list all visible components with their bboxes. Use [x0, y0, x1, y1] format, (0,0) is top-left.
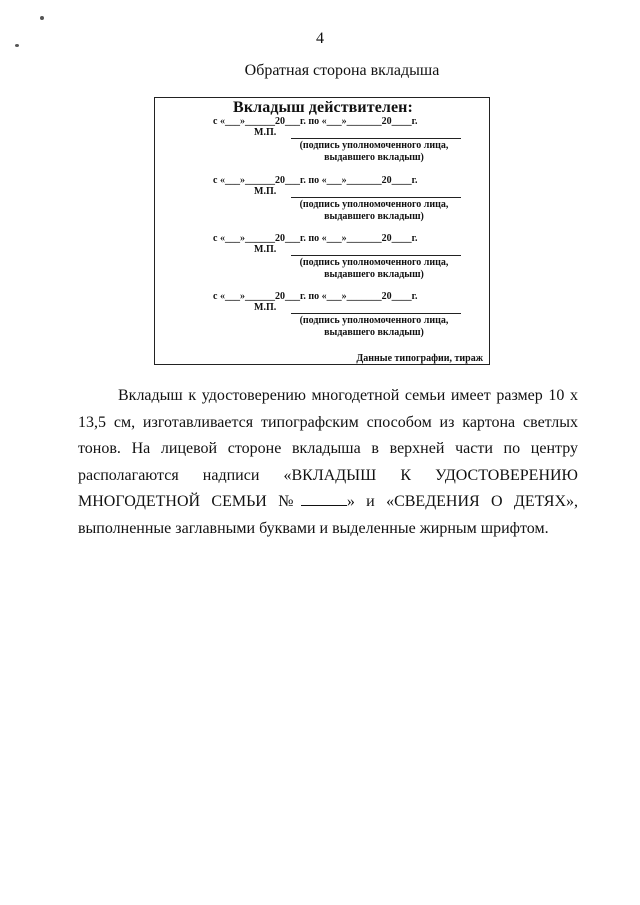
page-number: 4	[316, 30, 324, 47]
signature-line	[291, 313, 461, 314]
stamp-label: М.П.	[254, 302, 277, 313]
signature-caption-line1: (подпись уполномоченного лица,	[299, 140, 449, 151]
signature-caption-line1: (подпись уполномоченного лица,	[299, 257, 449, 268]
signature-line	[291, 255, 461, 256]
signature-caption	[279, 315, 469, 339]
signature-caption	[279, 199, 469, 223]
stamp-label: М.П.	[254, 244, 277, 255]
description-text-part2: » и «СВЕДЕНИЯ О ДЕТЯХ», выполненные заглавными буквами и выделенные жирным шрифтом.	[78, 493, 579, 537]
validity-entry-1	[155, 116, 491, 174]
signature-caption-line2: выдавшего вкладыш)	[324, 269, 424, 280]
signature-caption	[279, 257, 469, 281]
signature-caption-line1: (подпись уполномоченного лица,	[299, 199, 449, 210]
scan-speck	[40, 16, 44, 20]
validity-date-line: с «___»______20___г. по «___»_______20____г.	[213, 175, 418, 186]
page-heading: Обратная сторона вкладыша	[244, 62, 440, 79]
signature-caption-line1: (подпись уполномоченного лица,	[299, 315, 449, 326]
insert-validity-title: Вкладыш действителен:	[233, 99, 413, 116]
signature-caption-line2: выдавшего вкладыш)	[324, 211, 424, 222]
description-paragraph	[78, 383, 578, 542]
signature-caption	[279, 140, 469, 164]
validity-date-line: с «___»______20___г. по «___»_______20____г.	[213, 233, 418, 244]
stamp-label: М.П.	[254, 127, 277, 138]
printer-note: Данные типографии, тираж	[356, 353, 483, 364]
signature-line	[291, 138, 461, 139]
signature-caption-line2: выдавшего вкладыш)	[324, 152, 424, 163]
stamp-label: М.П.	[254, 186, 277, 197]
validity-date-line: с «___»______20___г. по «___»_______20____г.	[213, 116, 418, 127]
description-text-part1: Вкладыш к удостоверению многодетной семьи имеет размер 10 х 13,5 см, изготавливается типографским способом из картона светлых тонов. На лицевой стороне вкладыша в верхней части по центру располагаются надписи «ВКЛАДЫШ К УДОСТОВЕРЕНИЮ МНОГОДЕТНОЙ СЕМЬИ №	[78, 387, 578, 510]
validity-entry-4	[155, 291, 491, 349]
signature-caption-line2: выдавшего вкладыш)	[324, 327, 424, 338]
validity-date-line: с «___»______20___г. по «___»_______20____г.	[213, 291, 418, 302]
signature-line	[291, 197, 461, 198]
validity-entry-2	[155, 175, 491, 233]
validity-entry-3	[155, 233, 491, 291]
number-blank-line	[301, 493, 347, 506]
insert-back-form	[154, 97, 490, 365]
